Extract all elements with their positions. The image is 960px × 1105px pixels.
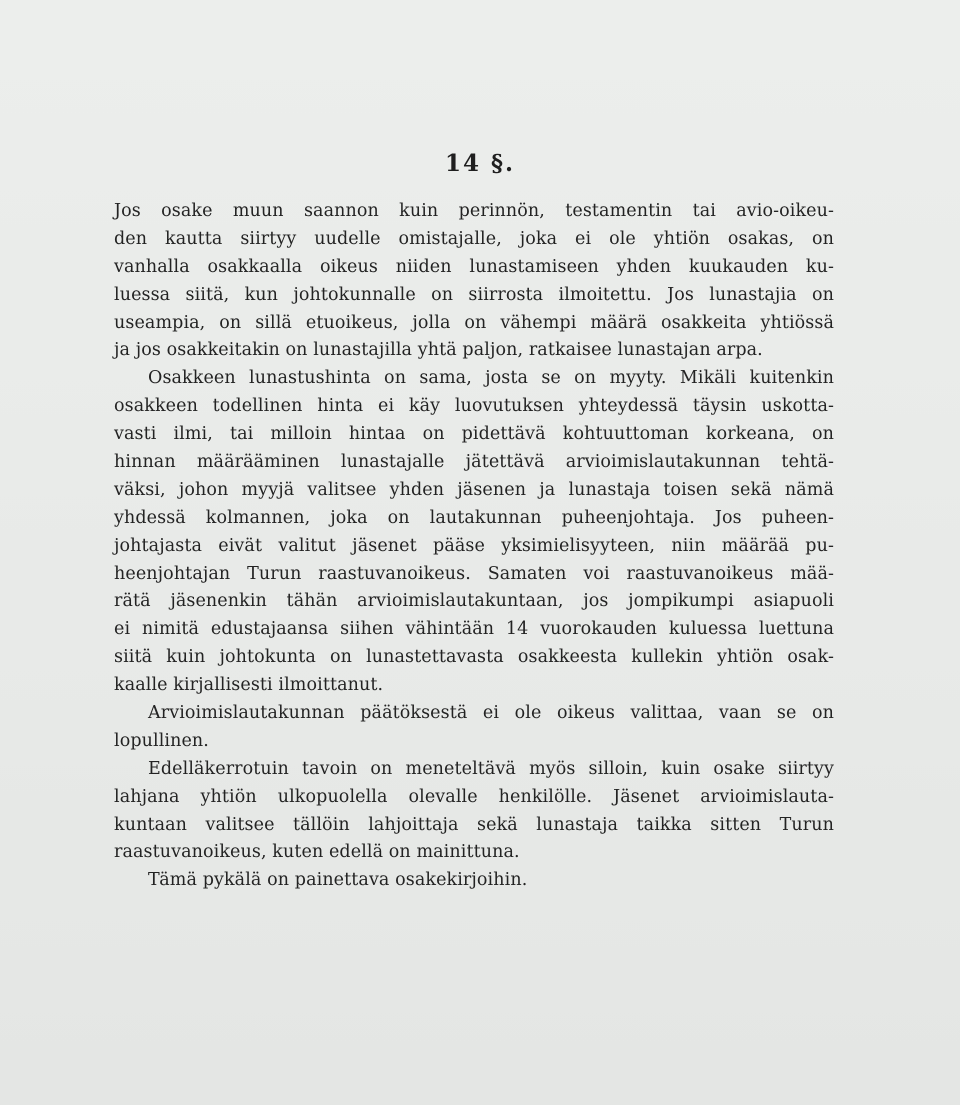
paragraph — [114, 700, 834, 756]
paragraph-line: ei nimitä edustajaansa siihen vähintään 14 vuorokauden kuluessa luettuna — [114, 619, 834, 640]
paragraph — [114, 867, 834, 895]
paragraph-line: rätä jäsenenkin tähän arvioimislautakuntaan, jos jompikumpi asiapuoli — [114, 591, 834, 612]
paragraph-line: Tämä pykälä on painettava osakekirjoihin. — [148, 870, 528, 891]
paragraph-line: vasti ilmi, tai milloin hintaa on pidettävä kohtuuttoman korkeana, on — [114, 424, 834, 445]
paragraph-line: den kautta siirtyy uudelle omistajalle, joka ei ole yhtiön osakas, on — [114, 228, 834, 249]
paragraph-line: raastuvanoikeus, kuten edellä on mainittuna. — [114, 842, 520, 863]
section-heading: 14 §. — [444, 150, 516, 177]
paragraph-line: yhdessä kolmannen, joka on lautakunnan puheenjohtaja. Jos puheen- — [114, 507, 834, 528]
paragraph-line: hinnan määrääminen lunastajalle jätettävä arvioimislautakunnan tehtä- — [114, 452, 834, 473]
paragraph-line: siitä kuin johtokunta on lunastettavasta osakkeesta kullekin yhtiön osak- — [114, 647, 834, 668]
paragraph-line: useampia, on sillä etuoikeus, jolla on vähempi määrä osakkeita yhtiössä — [114, 312, 834, 333]
paragraph — [114, 198, 834, 365]
paragraph-line: lopullinen. — [114, 730, 209, 751]
paragraph-line: johtajasta eivät valitut jäsenet pääse yksimielisyyteen, niin määrää pu- — [114, 535, 834, 556]
document-body — [114, 198, 834, 895]
paragraph-line: Osakkeen lunastushinta on sama, josta se on myyty. Mikäli kuitenkin — [148, 368, 834, 389]
paragraph — [114, 365, 834, 700]
paragraph-line: heenjohtajan Turun raastuvanoikeus. Samaten voi raastuvanoikeus mää- — [114, 563, 834, 584]
paragraph-line: kaalle kirjallisesti ilmoittanut. — [114, 675, 384, 696]
paragraph-line: luessa siitä, kun johtokunnalle on siirrosta ilmoitettu. Jos lunastajia on — [114, 284, 834, 305]
paragraph-line: Jos osake muun saannon kuin perinnön, testamentin tai avio-oikeu- — [114, 201, 834, 221]
paragraph-line: lahjana yhtiön ulkopuolella olevalle henkilölle. Jäsenet arvioimislauta- — [114, 786, 834, 807]
paragraph-line: osakkeen todellinen hinta ei käy luovutuksen yhteydessä täysin uskotta- — [114, 396, 834, 417]
paragraph — [114, 756, 834, 868]
paragraph-line: väksi, johon myyjä valitsee yhden jäsenen ja lunastaja toisen sekä nämä — [114, 479, 834, 500]
paragraph-line: kuntaan valitsee tällöin lahjoittaja sekä lunastaja taikka sitten Turun — [114, 814, 834, 835]
paragraph-line: ja jos osakkeitakin on lunastajilla yhtä paljon, ratkaisee lunastajan arpa. — [114, 340, 763, 361]
paragraph-line: Arvioimislautakunnan päätöksestä ei ole oikeus valittaa, vaan se on — [148, 703, 834, 724]
paragraph-line: vanhalla osakkaalla oikeus niiden lunastamiseen yhden kuukauden ku- — [114, 256, 834, 277]
paragraph-line: Edelläkerrotuin tavoin on meneteltävä myös silloin, kuin osake siirtyy — [148, 758, 834, 779]
